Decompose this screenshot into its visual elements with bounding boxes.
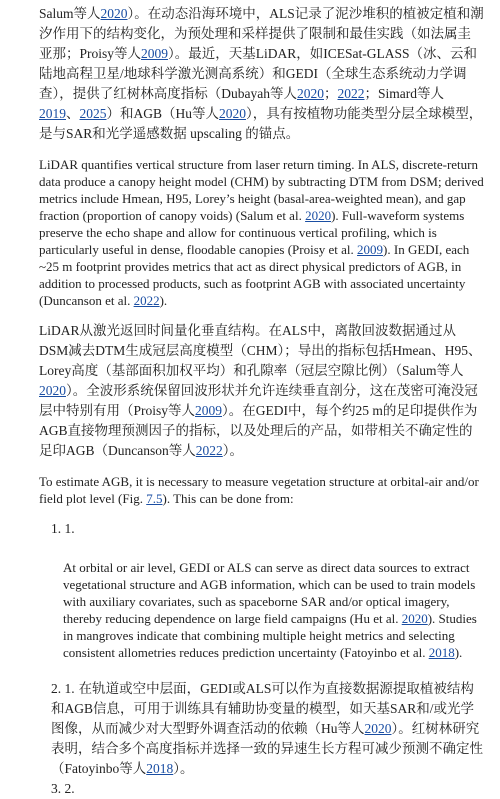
text-run: ）和AGB（Hu等人 xyxy=(106,106,220,121)
text-run: LiDAR从激光返回时间量化垂直结构。在ALS中，离散回波数据通过从DSM减去DTM生成冠层高度模型（CHM）；导出的指标包括Hmean、H95、Lorey高度（基部面积加权平均）和孔隙率（冠层空隙比例）（Salum等人 xyxy=(39,323,482,378)
citation-link[interactable]: 2020 xyxy=(39,383,66,398)
text-run: ). In GEDI, each ~25 m footprint provides metrics that act as direct physical predictors of AGB, in addition to processed products, such as footprint AGB with associated uncertainty (Duncanson et al. xyxy=(39,242,470,308)
list-item-3 xyxy=(39,779,484,799)
citation-link[interactable]: 2025 xyxy=(79,106,107,121)
list-item-2 xyxy=(39,679,484,779)
text-run: ）。 xyxy=(173,761,194,776)
text-run: To estimate AGB, it is necessary to measure vegetation structure at orbital-air and/or field plot level (Fig. xyxy=(39,474,479,506)
document-page xyxy=(0,4,500,796)
list-item-1 xyxy=(39,519,484,661)
list-item-number: 2. 1. xyxy=(51,681,75,696)
citation-link[interactable]: 2020 xyxy=(219,106,247,121)
text-run: ）。在动态沿海环境中，ALS记录了泥沙堆积的植被定植和潮汐作用下的结构变化，为预处理和采样提供了限制和最佳实践（如法属圭亚那；Proisy等人 xyxy=(39,6,484,61)
text-run: 、 xyxy=(66,106,80,121)
citation-link[interactable]: 2022 xyxy=(195,443,223,458)
text-run: ）。 xyxy=(222,443,243,458)
citation-link[interactable]: 2020 xyxy=(305,208,332,223)
text-run: At orbital or air level, GEDI or ALS can serve as direct data sources to extract vegetational structure and AGB information, which can be used to train models with auxiliary covariates, such as spaceborne SAR and/or optical imagery, thereby reducing dependence on large field campaigns (Hu et al. xyxy=(63,560,476,626)
text-run: ； xyxy=(323,86,338,101)
citation-link[interactable]: 2020 xyxy=(296,86,324,101)
text-run: ). xyxy=(159,293,168,308)
citation-link[interactable]: 2020 xyxy=(364,721,392,736)
citation-link[interactable]: 2009 xyxy=(195,403,223,418)
text-run: ；Simard等人 xyxy=(364,86,444,101)
citation-link[interactable]: 2020 xyxy=(100,6,128,21)
text-run: ）。红树林研究表明，结合多个高度指标并选择一致的异速生长方程可减少预测不确定性（Fatoyinbo等人 xyxy=(51,721,483,776)
list-item-text xyxy=(51,681,483,776)
paragraph-en-lidar xyxy=(39,156,484,309)
paragraph-en-estimate-agb xyxy=(39,473,484,507)
citation-link[interactable]: 2022 xyxy=(133,293,160,308)
text-run: ). Studies in mangroves indicate that combining multiple height metrics and selecting consistent allometries reduces prediction uncertainty (Fatoyinbo et al. xyxy=(63,611,477,660)
text-run: ). Full-waveform systems preserve the echo shape and allow for continuous vertical profiling, which is particularly useful in dense, floodable canopies (Proisy et al. xyxy=(39,208,465,257)
citation-link[interactable]: 2019 xyxy=(39,106,66,121)
text-run: 在轨道或空中层面，GEDI或ALS可以作为直接数据源提取植被结构和AGB信息，可用于训练具有辅助协变量的模型，如天基SAR和/或光学图像，从而减少对大型野外调查活动的依赖（Hu等人 xyxy=(51,681,475,736)
text-run: ）。全波形系统保留回波形状并允许连续垂直剖分，这在茂密可淹没冠层中特别有用（Proisy等人 xyxy=(39,383,478,418)
paragraph-zh-1 xyxy=(39,4,484,144)
citation-link[interactable]: 7.5 xyxy=(146,491,163,506)
paragraph-zh-lidar xyxy=(39,321,484,461)
text-run: ). This can be done from: xyxy=(162,491,294,506)
citation-link[interactable]: 2009 xyxy=(141,46,169,61)
citation-link[interactable]: 2022 xyxy=(337,86,365,101)
list-item-text xyxy=(39,545,484,661)
citation-link[interactable]: 2018 xyxy=(146,761,174,776)
text-run: ），具有按植物功能类型分层全球模型，是与SAR和光学遥感数据 upscaling 的锚点。 xyxy=(39,106,483,141)
citation-link[interactable]: 2009 xyxy=(357,242,384,257)
citation-link[interactable]: 2018 xyxy=(428,645,455,660)
text-run: ）。在GEDI中，每个约25 m的足印提供作为AGB直接物理预测因子的指标，以及处理后的产品，如带相关不确定性的足印AGB（Duncanson等人 xyxy=(39,403,478,458)
citation-link[interactable]: 2020 xyxy=(401,611,428,626)
list-item-number: 1. 1. xyxy=(51,521,75,536)
text-run: Salum等人 xyxy=(39,6,101,21)
text-run: ）。最近，天基LiDAR，如ICESat-GLASS（冰、云和陆地高程卫星/地球科学激光测高系统）和GEDI（全球生态系统动力学调查），提供了红树林高度指标（Dubayah等人 xyxy=(39,46,478,101)
list-item-number: 3. 2. xyxy=(51,781,75,796)
text-run: ). xyxy=(454,645,463,660)
text-run: LiDAR quantifies vertical structure from laser return timing. In ALS, discrete-return data produce a canopy height model (CHM) by subtracting DTM from DSM; derived metrics include Hmean, H95, Lorey’s height (basal-area-weighted mean), and gap fraction (proportion of canopy voids) (Salum et al. xyxy=(39,157,484,223)
